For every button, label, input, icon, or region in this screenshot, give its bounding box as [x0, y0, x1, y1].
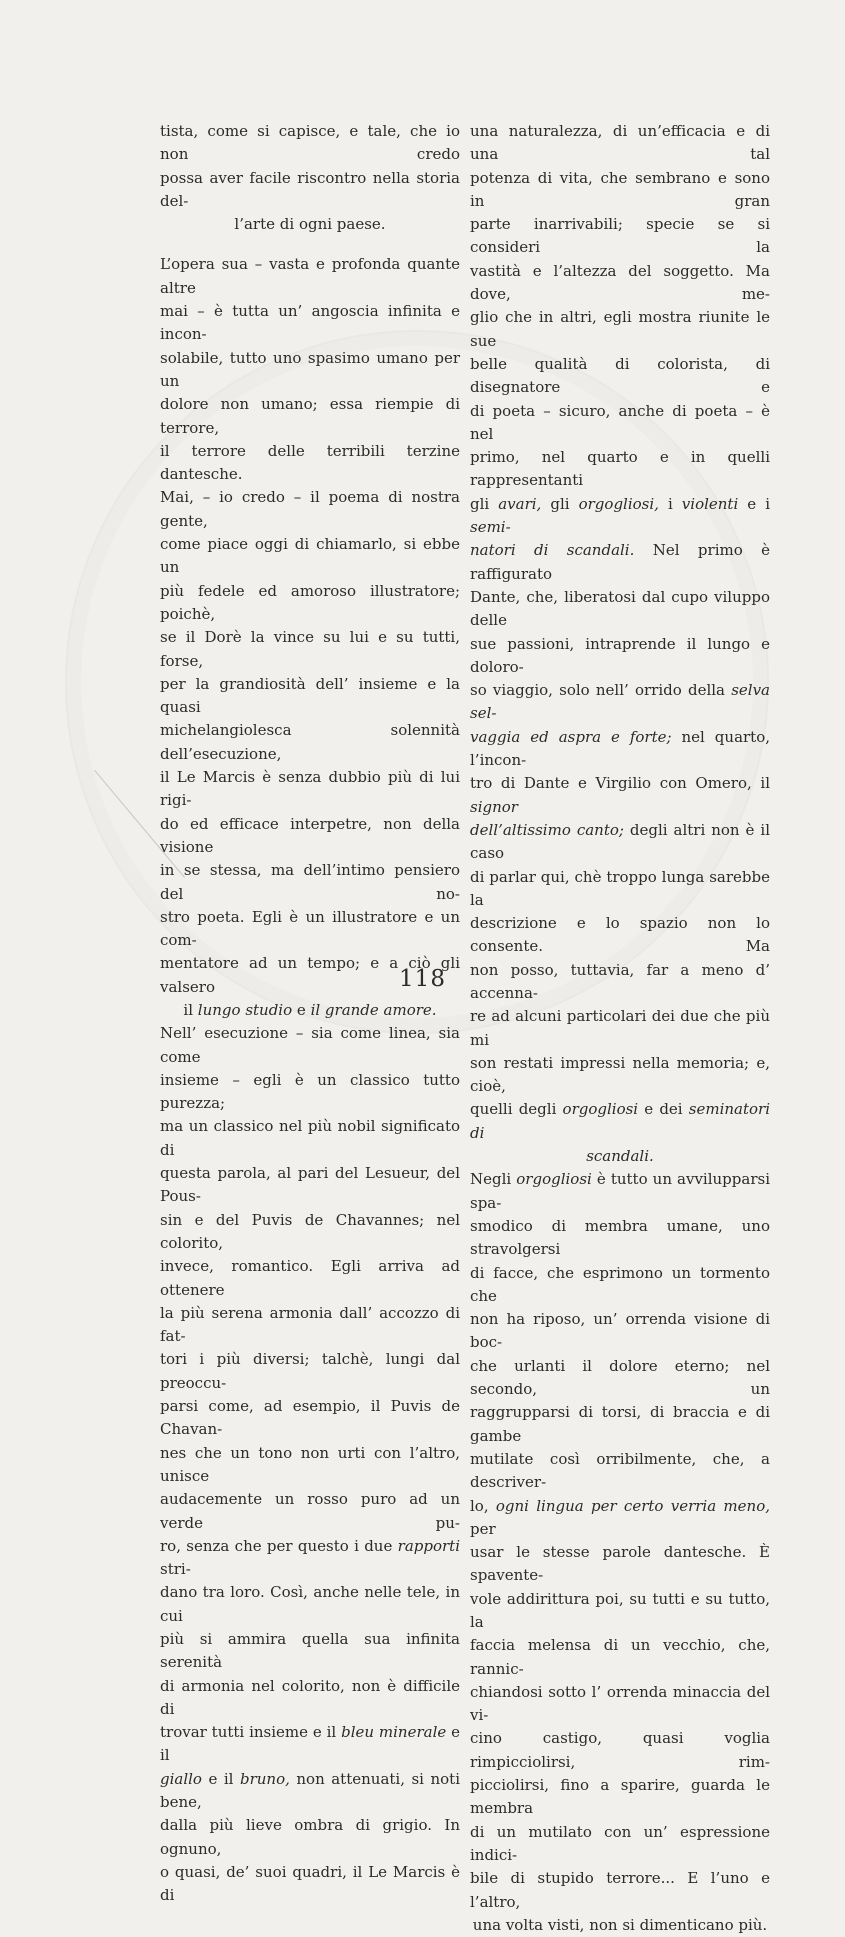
- text-run: L’opera sua – vasta e profonda quante altre: [160, 255, 460, 297]
- text-run: usar le stesse parole dantesche. È spavente-: [470, 1543, 770, 1585]
- text-line: [160, 719, 460, 766]
- left-text-column: [160, 120, 460, 1908]
- text-line: [470, 353, 770, 400]
- text-line: [470, 446, 770, 493]
- text-run: raggrupparsi di torsi, di braccia e di gambe: [470, 1403, 770, 1445]
- text-run: descrizione e lo spazio non lo consente. Ma: [470, 914, 770, 956]
- text-line: [160, 167, 460, 214]
- italic-text: orgogliosi,: [578, 494, 659, 513]
- text-line: [470, 1145, 770, 1168]
- text-run: è tutto un avvilupparsi spa-: [470, 1170, 770, 1212]
- italic-text: scandali.: [586, 1147, 654, 1166]
- text-run: per: [470, 1519, 496, 1538]
- text-run: Nel primo è raffigurato: [470, 541, 770, 583]
- text-run: potenza di vita, che sembrano e sono in gran: [470, 168, 770, 210]
- text-line: [160, 673, 460, 720]
- italic-text: violenti: [681, 494, 739, 513]
- text-run: il: [183, 1000, 198, 1019]
- italic-text: il grande amore.: [310, 1000, 437, 1019]
- page-number: 118: [399, 966, 446, 992]
- text-run: Dante, che, liberatosi dal cupo viluppo delle: [470, 587, 770, 630]
- text-run: Negli: [470, 1170, 517, 1189]
- text-line: [470, 260, 770, 307]
- text-line: [160, 486, 460, 533]
- text-line: [470, 1168, 770, 1215]
- text-run: mai – è tutta un’ angoscia infinita e incon-: [160, 302, 460, 344]
- text-line: [160, 859, 460, 906]
- italic-text: giallo: [160, 1769, 202, 1788]
- text-line: [160, 253, 460, 300]
- text-run: bile di stupido terrore... E l’uno e l’altro,: [470, 1869, 770, 1911]
- text-line: [160, 1395, 460, 1442]
- text-line: [160, 999, 460, 1022]
- text-line: [470, 912, 770, 959]
- text-line: [470, 819, 770, 866]
- text-line: [160, 440, 460, 487]
- italic-text: avari,: [498, 494, 542, 513]
- text-run: quelli degli: [470, 1100, 563, 1119]
- text-line: [470, 1052, 770, 1099]
- text-run: i: [658, 494, 682, 513]
- text-run: audacemente un rosso puro ad un verde pu-: [160, 1490, 460, 1532]
- text-line: [470, 1308, 770, 1355]
- text-run: e il: [201, 1769, 240, 1788]
- text-line: [160, 1069, 460, 1116]
- text-line: [160, 1861, 460, 1908]
- text-run: gli: [470, 494, 499, 513]
- text-line: [160, 213, 460, 236]
- text-line: [160, 1721, 460, 1768]
- text-line: [470, 866, 770, 913]
- text-line: [470, 1541, 770, 1588]
- text-line: [470, 586, 770, 633]
- text-run: e il: [160, 1723, 460, 1765]
- text-line: [160, 1814, 460, 1861]
- italic-text: lungo studio: [197, 1000, 293, 1019]
- text-line: [160, 626, 460, 673]
- text-run: trovar tutti insieme e il: [160, 1723, 342, 1742]
- text-line: [470, 679, 770, 726]
- text-run: Mai, – io credo – il poema di nostra gente,: [160, 488, 460, 530]
- italic-text: seminatori di: [470, 1100, 770, 1142]
- text-run: nel quarto, l’incon-: [470, 727, 771, 770]
- text-run: do ed efficace interpetre, non della visione: [160, 814, 460, 856]
- text-run: son restati impressi nella memoria; e, cioè,: [470, 1053, 770, 1096]
- text-run: e: [292, 1000, 311, 1019]
- italic-text: orgogliosi: [516, 1170, 592, 1189]
- paragraph-gap: [160, 236, 460, 253]
- text-line: [160, 393, 460, 440]
- text-line: [160, 1302, 460, 1349]
- text-run: nes che un tono non urti con l’altro, unisce: [160, 1443, 460, 1485]
- text-line: [470, 726, 770, 773]
- text-line: [470, 1495, 770, 1542]
- text-line: [470, 167, 770, 214]
- text-line: [160, 1022, 460, 1069]
- text-run: Nell’ esecuzione – sia come linea, sia come: [160, 1024, 460, 1066]
- right-text-column: [470, 120, 770, 1937]
- text-run: belle qualità di colorista, di disegnatore e: [470, 354, 770, 397]
- text-run: so viaggio, solo nell’ orrido della: [470, 681, 732, 700]
- text-line: [160, 1255, 460, 1302]
- text-line: [470, 213, 770, 260]
- text-line: [470, 772, 770, 819]
- text-run: re ad alcuni particolari dei due che più mi: [470, 1007, 770, 1049]
- text-run: che urlanti il dolore eterno; nel secondo, un: [470, 1356, 770, 1399]
- text-line: [470, 1821, 770, 1868]
- text-line: [160, 1675, 460, 1722]
- text-run: faccia melensa di un vecchio, che, rannic-: [470, 1636, 770, 1678]
- text-run: vole addirittura poi, su tutti e su tutto, la: [470, 1589, 770, 1631]
- text-run: parte inarrivabili; specie se si consideri la: [470, 215, 770, 257]
- text-line: [160, 1209, 460, 1256]
- text-line: [160, 1581, 460, 1628]
- text-run: gli: [541, 494, 579, 513]
- text-run: tista, come si capisce, e tale, che io non credo: [160, 122, 460, 164]
- text-run: possa aver facile riscontro nella storia del-: [160, 168, 460, 210]
- text-line: [160, 580, 460, 627]
- text-line: [470, 1914, 770, 1937]
- text-run: solabile, tutto uno spasimo umano per un: [160, 348, 460, 390]
- text-run: per la grandiosità dell’ insieme e la quasi: [160, 674, 460, 717]
- text-line: [470, 539, 770, 586]
- italic-text: ogni lingua per certo verria meno,: [495, 1496, 770, 1515]
- text-line: [470, 1634, 770, 1681]
- text-run: ro, senza che per questo i due: [160, 1536, 398, 1555]
- italic-text: rapporti: [397, 1536, 460, 1555]
- text-run: mutilate così orribilmente, che, a descriver-: [470, 1449, 770, 1492]
- text-run: primo, nel quarto e in quelli rappresentanti: [470, 448, 770, 490]
- text-run: o quasi, de’ suoi quadri, il Le Marcis è di: [160, 1862, 460, 1905]
- text-run: stro poeta. Egli è un illustratore e un com-: [160, 907, 460, 950]
- text-run: cino castigo, quasi voglia rimpicciolirsi, rim-: [470, 1729, 770, 1771]
- text-run: sin e del Puvis de Chavannes; nel colorito,: [160, 1210, 460, 1252]
- text-run: invece, romantico. Egli arriva ad ottenere: [160, 1257, 460, 1299]
- text-line: [160, 766, 460, 813]
- text-run: in se stessa, ma dell’intimo pensiero del no-: [160, 861, 460, 903]
- text-line: [470, 1005, 770, 1052]
- italic-text: bruno,: [239, 1769, 290, 1788]
- text-run: se il Dorè la vince su lui e su tutti, forse,: [160, 628, 460, 670]
- text-line: [470, 120, 770, 167]
- text-run: di armonia nel colorito, non è difficile di: [160, 1676, 460, 1718]
- text-run: il Le Marcis è senza dubbio più di lui rigi-: [160, 768, 460, 810]
- text-run: lo,: [470, 1496, 496, 1515]
- text-run: degli altri non è il caso: [470, 820, 770, 863]
- text-run: come piace oggi di chiamarlo, si ebbe un: [160, 535, 460, 577]
- text-run: la più serena armonia dall’ accozzo di fat-: [160, 1303, 460, 1346]
- text-run: l’arte di ogni paese.: [234, 215, 386, 234]
- text-run: parsi come, ad esempio, il Puvis de Chavan-: [160, 1397, 460, 1439]
- text-run: michelangiolesca solennità dell’esecuzione,: [160, 721, 460, 763]
- text-line: [160, 1535, 460, 1582]
- text-run: chiandosi sotto l’ orrenda minaccia del vi-: [470, 1682, 770, 1725]
- text-run: una volta visti, non si dimenticano più.: [472, 1915, 768, 1934]
- text-line: [470, 1355, 770, 1402]
- text-line: [470, 633, 770, 680]
- text-line: [470, 1448, 770, 1495]
- text-run: di facce, che esprimono un tormento che: [470, 1263, 770, 1305]
- text-run: una naturalezza, di un’efficacia e di una tal: [470, 122, 770, 164]
- text-line: [160, 1162, 460, 1209]
- text-run: non ha riposo, un’ orrenda visione di boc-: [470, 1310, 770, 1352]
- text-line: [470, 400, 770, 447]
- text-line: [160, 813, 460, 860]
- text-line: [470, 1867, 770, 1914]
- italic-text: vaggia ed aspra e forte;: [470, 727, 672, 746]
- text-line: [160, 300, 460, 347]
- italic-text: dell’altissimo canto;: [470, 820, 624, 839]
- text-run: picciolirsi, fino a sparire, guarda le membra: [470, 1776, 770, 1818]
- text-run: insieme – egli è un classico tutto purezza;: [160, 1070, 460, 1113]
- text-run: sue passioni, intraprende il lungo e doloro-: [470, 634, 770, 676]
- text-run: dano tra loro. Così, anche nelle tele, in cui: [160, 1583, 460, 1625]
- italic-text: selva sel-: [470, 681, 770, 723]
- text-line: [470, 1262, 770, 1309]
- text-line: [160, 120, 460, 167]
- text-run: mentatore ad un tempo; e a ciò gli valsero: [160, 954, 460, 996]
- text-line: [160, 1628, 460, 1675]
- italic-text: semi-: [470, 518, 511, 537]
- text-run: di parlar qui, chè troppo lunga sarebbe la: [470, 867, 770, 909]
- text-run: non attenuati, si noti bene,: [160, 1769, 460, 1812]
- text-line: [160, 1768, 460, 1815]
- text-run: vastità e l’altezza del soggetto. Ma dove, me-: [470, 261, 770, 304]
- text-run: ma un classico nel più nobil significato di: [160, 1117, 460, 1159]
- text-run: dalla più lieve ombra di grigio. In ognuno,: [160, 1816, 460, 1858]
- text-line: [470, 1588, 770, 1635]
- text-run: glio che in altri, egli mostra riunite le sue: [470, 308, 770, 350]
- text-line: [470, 1774, 770, 1821]
- text-line: [160, 1115, 460, 1162]
- italic-text: signor: [470, 797, 518, 816]
- text-line: [470, 306, 770, 353]
- text-run: il terrore delle terribili terzine dantesche.: [160, 441, 460, 484]
- text-line: [160, 533, 460, 580]
- text-run: dolore non umano; essa riempie di terrore,: [160, 395, 460, 437]
- text-line: [470, 1098, 770, 1145]
- italic-text: orgogliosi: [562, 1100, 639, 1119]
- text-run: smodico di membra umane, uno stravolgersi: [470, 1216, 770, 1259]
- text-run: tori i più diversi; talchè, lungi dal preoccu-: [160, 1350, 460, 1392]
- text-run: e i: [738, 494, 770, 513]
- text-run: più si ammira quella sua infinita serenità: [160, 1630, 460, 1672]
- text-line: [160, 1488, 460, 1535]
- italic-text: bleu minerale: [341, 1723, 447, 1742]
- text-run: non posso, tuttavia, far a meno d’ accenna-: [470, 960, 770, 1002]
- italic-text: natori di scandali.: [470, 541, 635, 560]
- text-run: tro di Dante e Virgilio con Omero, il: [470, 774, 770, 793]
- text-line: [160, 906, 460, 953]
- text-run: di un mutilato con un’ espressione indici-: [470, 1822, 770, 1864]
- text-line: [470, 1681, 770, 1728]
- text-run: e dei: [638, 1100, 689, 1119]
- text-run: più fedele ed amoroso illustratore; poichè,: [160, 581, 460, 623]
- text-run: di poeta – sicuro, anche di poeta – è nel: [470, 401, 770, 443]
- text-line: [470, 1401, 770, 1448]
- text-run: stri-: [160, 1560, 191, 1579]
- text-run: questa parola, al pari del Lesueur, del Pous-: [160, 1164, 460, 1206]
- text-line: [160, 347, 460, 394]
- text-line: [470, 1727, 770, 1774]
- text-line: [470, 1215, 770, 1262]
- text-line: [160, 1442, 460, 1489]
- text-line: [470, 493, 770, 540]
- text-line: [160, 1348, 460, 1395]
